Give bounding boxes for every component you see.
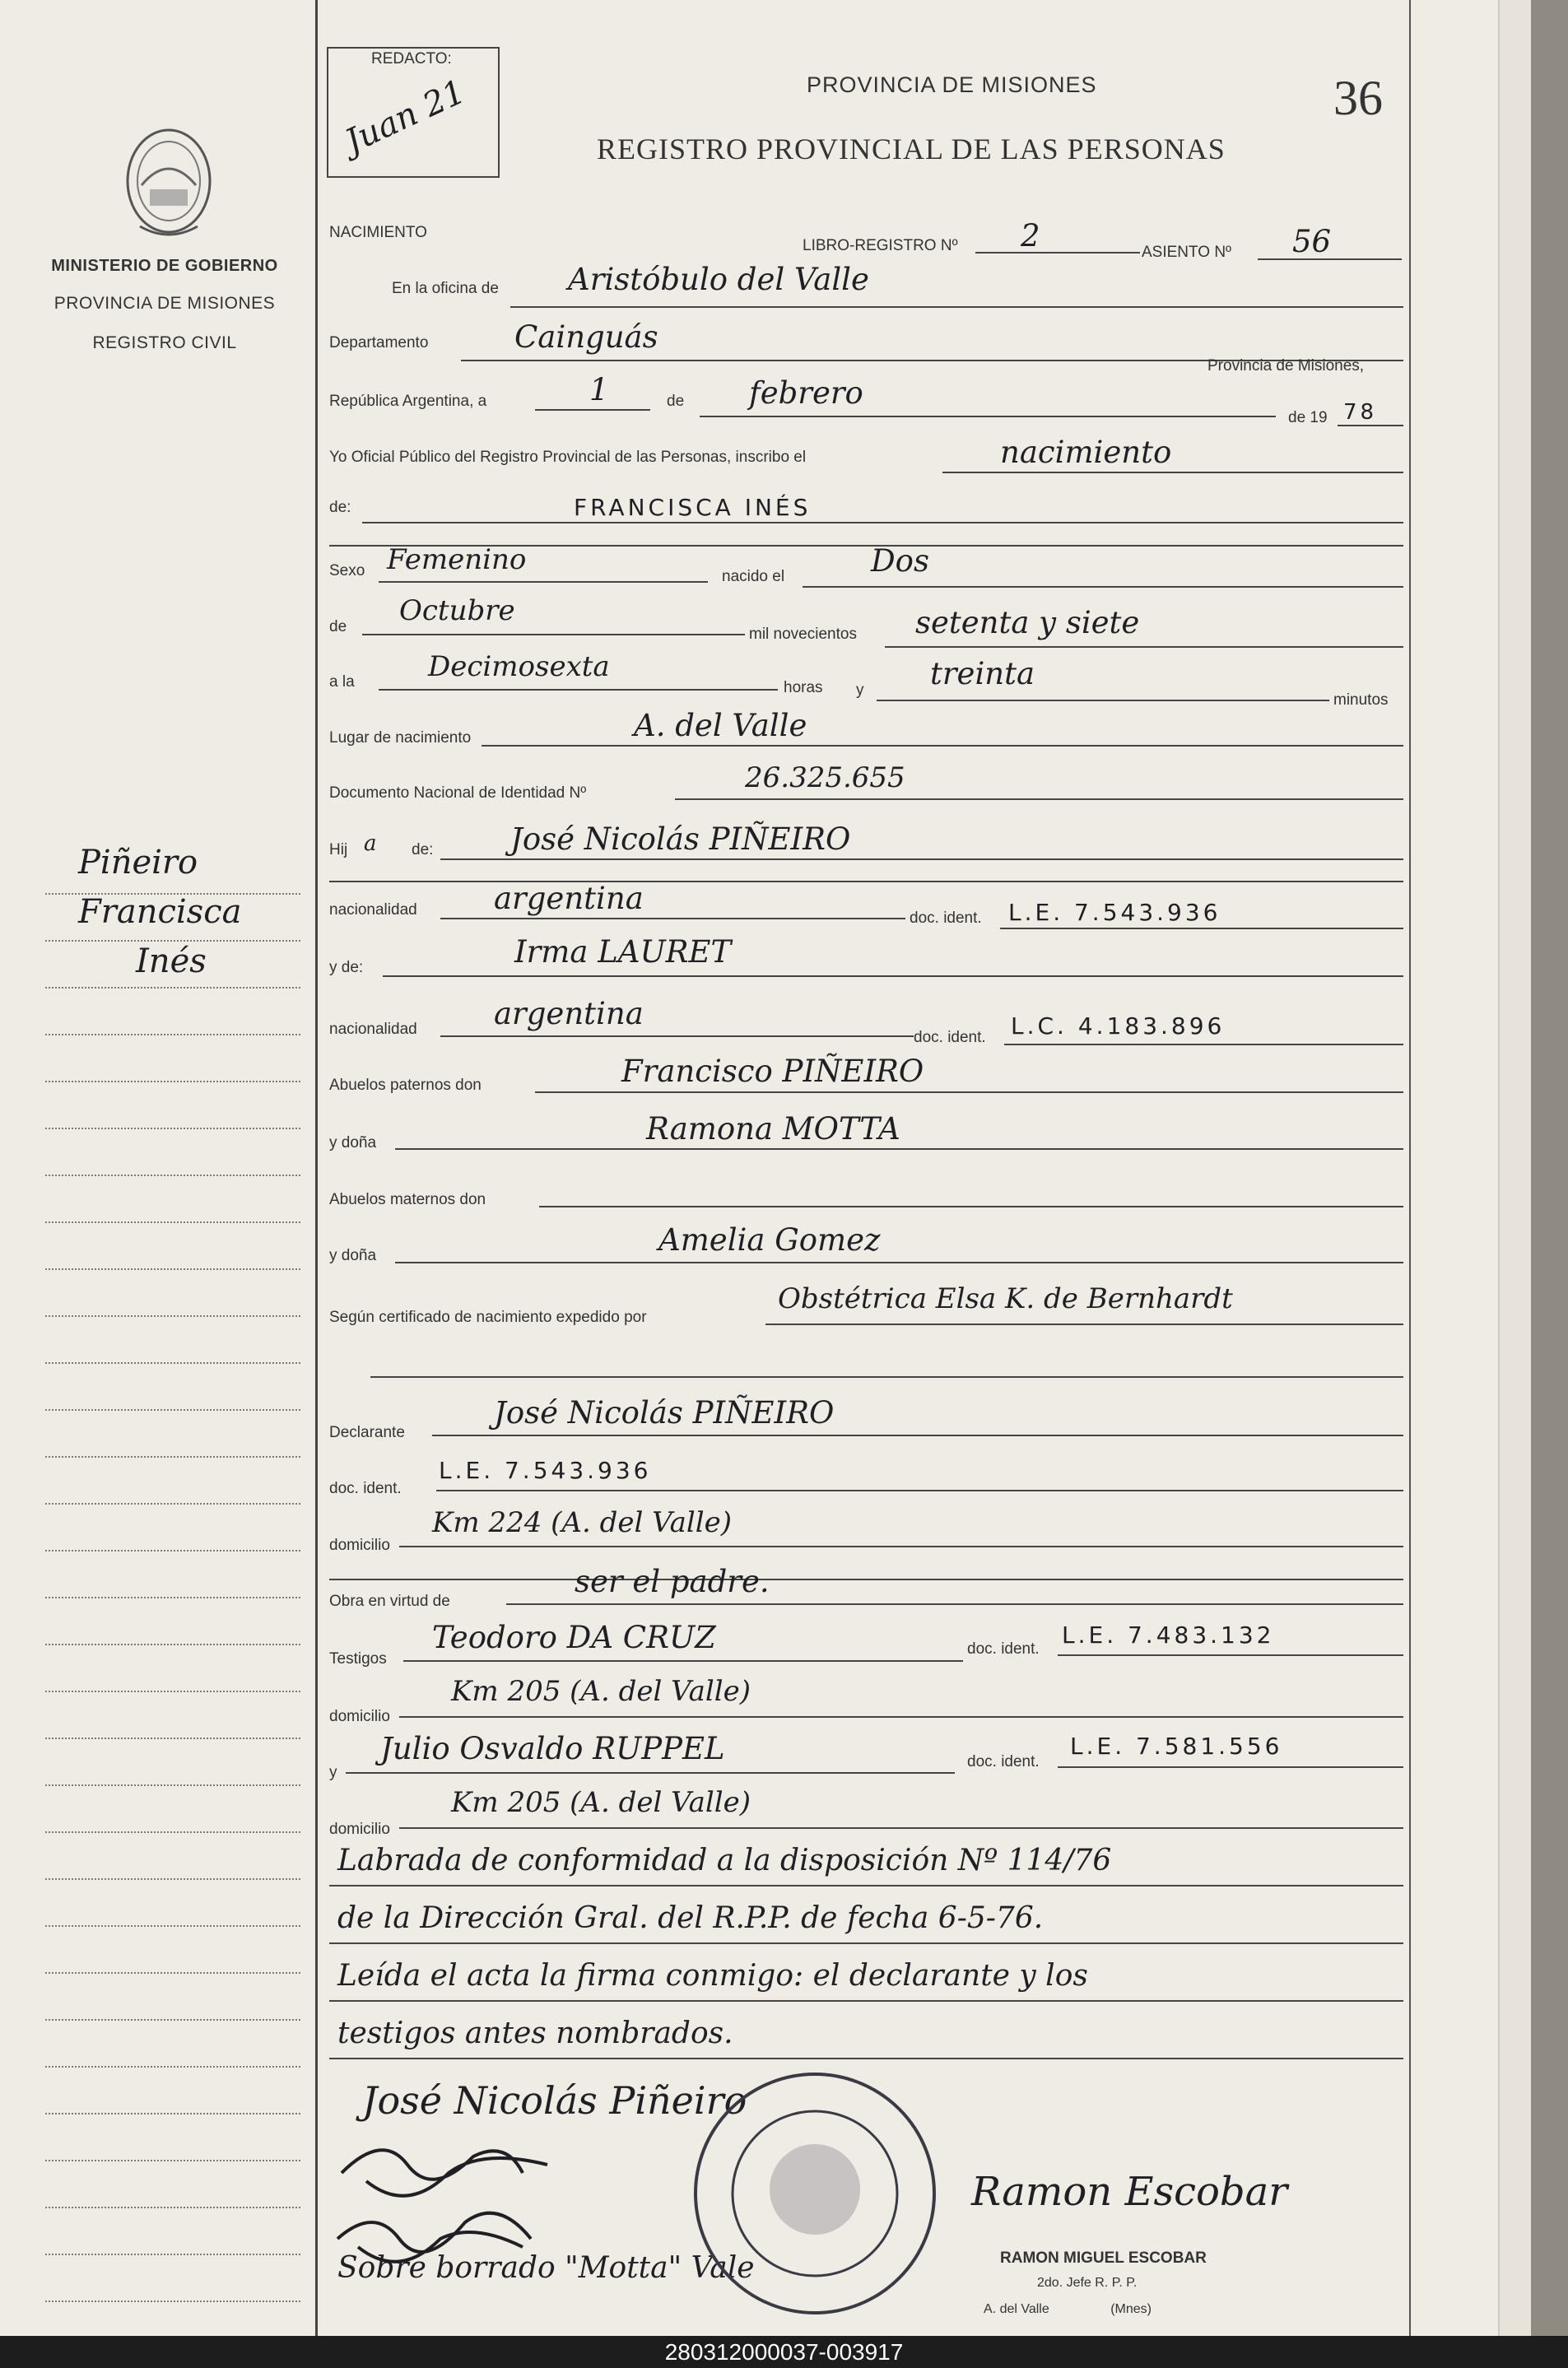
margin-dotted-line xyxy=(45,1738,300,1739)
abuela-m-value: Amelia Gomez xyxy=(658,1222,881,1258)
lugar-label: Lugar de nacimiento xyxy=(329,729,472,747)
testigos-label: Testigos xyxy=(329,1650,387,1668)
provincia-label: Provincia de Misiones, xyxy=(1207,357,1365,375)
margin-dotted-line xyxy=(45,1925,300,1927)
margin-dotted-line xyxy=(45,940,300,942)
margin-dotted-line xyxy=(45,1644,300,1645)
margin-dotted-line xyxy=(45,2066,300,2068)
margin-rule xyxy=(315,0,318,2336)
hijo-de-label: de: xyxy=(412,841,434,858)
binder-background xyxy=(1531,0,1568,2336)
doc4-value: L.E. 7.483.132 xyxy=(1062,1621,1275,1649)
anio-nac-value: setenta y siete xyxy=(915,605,1140,640)
abuelos-p-label: Abuelos paternos don xyxy=(329,1077,482,1094)
margin-dotted-line xyxy=(45,1550,300,1552)
domicilio1-label: domicilio xyxy=(329,1537,390,1554)
margin-dotted-line xyxy=(45,2160,300,2161)
right-margin-rule xyxy=(1409,0,1411,2336)
margin-dotted-line xyxy=(45,1831,300,1833)
doc2-label: doc. ident. xyxy=(914,1029,986,1046)
abuelo-p-value: Francisco PIÑEIRO xyxy=(621,1054,924,1089)
record-type: NACIMIENTO xyxy=(329,224,427,241)
official-round-stamp-icon xyxy=(687,2066,942,2321)
margin-note-first-name: Francisca xyxy=(78,893,242,931)
doc4-label: doc. ident. xyxy=(967,1640,1040,1658)
departamento-label: Departamento xyxy=(329,334,429,351)
libro-value: 2 xyxy=(1021,218,1040,254)
note-line-3: Leída el acta la firma conmigo: el declarante y los xyxy=(337,1959,1088,1993)
hijo-suffix: a xyxy=(364,831,377,856)
nac2-label: nacionalidad xyxy=(329,1021,417,1038)
doc3-value: L.E. 7.543.936 xyxy=(439,1457,652,1484)
sexo-label: Sexo xyxy=(329,562,365,579)
y-dona2-label: y doña xyxy=(329,1247,377,1264)
declarante-value: José Nicolás PIÑEIRO xyxy=(494,1395,835,1431)
libro-label: LIBRO-REGISTRO Nº xyxy=(803,237,958,254)
nacido-label: nacido el xyxy=(722,568,785,585)
note-line-1: Labrada de conformidad a la disposición Nº 114/76 xyxy=(337,1844,1112,1877)
page-stack-edge xyxy=(1498,0,1533,2336)
certificado-label: Según certificado de nacimiento expedido por xyxy=(329,1309,647,1326)
domicilio3-label: domicilio xyxy=(329,1821,390,1838)
madre-value: Irma LAURET xyxy=(514,934,732,970)
margin-dotted-line xyxy=(45,1878,300,1880)
official-signature: Ramon Escobar xyxy=(971,2169,1288,2215)
oficina-value: Aristóbulo del Valle xyxy=(568,262,869,297)
margin-dotted-line xyxy=(45,2207,300,2208)
margin-dotted-line xyxy=(45,1972,300,1974)
margin-dotted-line xyxy=(45,1503,300,1505)
dia-value: 1 xyxy=(589,372,609,407)
note-line-2: de la Dirección Gral. del R.P.P. de fecha 6-5-76. xyxy=(337,1901,1044,1935)
horas-label: horas xyxy=(784,679,823,696)
lugar-value: A. del Valle xyxy=(634,708,807,743)
oficina-label: En la oficina de xyxy=(392,280,499,297)
domicilio1-value: Km 224 (A. del Valle) xyxy=(432,1506,732,1539)
margin-dotted-line xyxy=(45,2113,300,2114)
de-nombre-label: de: xyxy=(329,499,351,516)
doc3-label: doc. ident. xyxy=(329,1480,402,1497)
margin-note-surname: Piñeiro xyxy=(78,844,198,882)
inscribo-value: nacimiento xyxy=(1000,435,1172,470)
margin-dotted-line xyxy=(45,987,300,989)
doc5-label: doc. ident. xyxy=(967,1753,1040,1770)
margin-dotted-line xyxy=(45,2301,300,2302)
provincial-seal-icon xyxy=(115,119,222,243)
obra-label: Obra en virtud de xyxy=(329,1593,450,1610)
margin-dotted-line xyxy=(45,1597,300,1598)
abuelos-m-label: Abuelos maternos don xyxy=(329,1191,486,1208)
de-label: de xyxy=(667,393,685,410)
signature-correction-note: Sobre borrado "Motta" Vale xyxy=(337,2251,755,2285)
anio-value: 78 xyxy=(1343,400,1378,425)
hijo-label: Hij xyxy=(329,841,348,858)
padre-value: José Nicolás PIÑEIRO xyxy=(510,821,851,857)
letterhead-province: PROVINCIA DE MISIONES xyxy=(54,294,276,313)
nac2-value: argentina xyxy=(494,996,644,1031)
margin-dotted-line xyxy=(45,1175,300,1176)
nac1-label: nacionalidad xyxy=(329,901,417,919)
redacto-label: REDACTO: xyxy=(371,50,452,67)
nombre-value: FRANCISCA INÉS xyxy=(574,494,812,521)
margin-dotted-line xyxy=(45,1315,300,1317)
a-las-label: a la xyxy=(329,673,355,691)
doc5-value: L.E. 7.581.556 xyxy=(1070,1733,1283,1760)
sexo-value: Femenino xyxy=(387,543,527,576)
declarante-label: Declarante xyxy=(329,1424,405,1441)
doc1-label: doc. ident. xyxy=(910,910,982,927)
certificado-value: Obstétrica Elsa K. de Bernhardt xyxy=(778,1282,1233,1315)
doc1-value: L.E. 7.543.936 xyxy=(1008,899,1221,926)
y-de-label: y de: xyxy=(329,959,364,976)
margin-dotted-line xyxy=(45,2254,300,2255)
republica-label: República Argentina, a xyxy=(329,393,487,410)
letterhead-office: REGISTRO CIVIL xyxy=(92,333,237,352)
dni-value: 26.325.655 xyxy=(745,761,905,794)
official-place: A. del Valle (Mnes) xyxy=(984,2302,1152,2316)
y2-label: y xyxy=(329,1764,337,1781)
signature-declarante: José Nicolás Piñeiro xyxy=(362,2078,747,2123)
margin-dotted-line xyxy=(45,1784,300,1786)
testigo2-value: Julio Osvaldo RUPPEL xyxy=(380,1731,725,1766)
anio-label: de 19 xyxy=(1288,409,1328,426)
registry-title: REGISTRO PROVINCIAL DE LAS PERSONAS xyxy=(597,133,1226,165)
domicilio2-value: Km 205 (A. del Valle) xyxy=(451,1675,751,1708)
hora-value: Decimosexta xyxy=(428,650,610,683)
mes-value: febrero xyxy=(749,375,863,411)
province-title: PROVINCIA DE MISIONES xyxy=(807,72,1097,97)
asiento-label: ASIENTO Nº xyxy=(1142,244,1231,261)
margin-dotted-line xyxy=(45,1362,300,1364)
footer-id: 280312000037-003917 xyxy=(0,2336,1568,2368)
nacido-value: Dos xyxy=(871,543,929,579)
official-name: RAMON MIGUEL ESCOBAR xyxy=(1000,2249,1207,2267)
margin-dotted-line xyxy=(45,1081,300,1082)
ministry-heading: MINISTERIO DE GOBIERNO xyxy=(51,257,278,275)
margin-dotted-line xyxy=(45,1409,300,1411)
testigo1-value: Teodoro DA CRUZ xyxy=(432,1620,716,1655)
nac1-value: argentina xyxy=(494,881,644,916)
minutos-value: treinta xyxy=(930,656,1035,691)
dni-label: Documento Nacional de Identidad Nº xyxy=(329,784,587,802)
y-dona1-label: y doña xyxy=(329,1134,377,1151)
de-mes-label: de xyxy=(329,618,347,635)
yo-oficial-label: Yo Oficial Público del Registro Provincial de las Personas, inscribo el xyxy=(329,449,807,466)
domicilio2-label: domicilio xyxy=(329,1708,390,1725)
margin-dotted-line xyxy=(45,1128,300,1129)
abuela-p-value: Ramona MOTTA xyxy=(646,1111,900,1147)
departamento-value: Cainguás xyxy=(514,319,658,355)
asiento-value: 56 xyxy=(1292,224,1332,259)
mil-label: mil novecientos xyxy=(749,626,857,643)
official-title: 2do. Jefe R. P. P. xyxy=(1037,2276,1138,2290)
margin-dotted-line xyxy=(45,1034,300,1035)
obra-value: ser el padre. xyxy=(575,1564,770,1599)
mes-nac-value: Octubre xyxy=(399,594,515,627)
margin-note-second-name: Inés xyxy=(136,942,207,980)
margin-dotted-line xyxy=(45,1456,300,1458)
y-label: y xyxy=(856,682,864,699)
redacto-initials: Juan 21 xyxy=(339,72,472,161)
page-number: 36 xyxy=(1333,71,1383,125)
redacto-stamp-box xyxy=(327,47,500,178)
margin-dotted-line xyxy=(45,2019,300,2021)
note-line-4: testigos antes nombrados. xyxy=(337,2017,733,2050)
doc2-value: L.C. 4.183.896 xyxy=(1011,1012,1226,1040)
margin-dotted-line xyxy=(45,1268,300,1270)
domicilio3-value: Km 205 (A. del Valle) xyxy=(451,1786,751,1819)
minutos-label: minutos xyxy=(1333,691,1389,709)
margin-dotted-line xyxy=(45,1221,300,1223)
margin-dotted-line xyxy=(45,1691,300,1692)
